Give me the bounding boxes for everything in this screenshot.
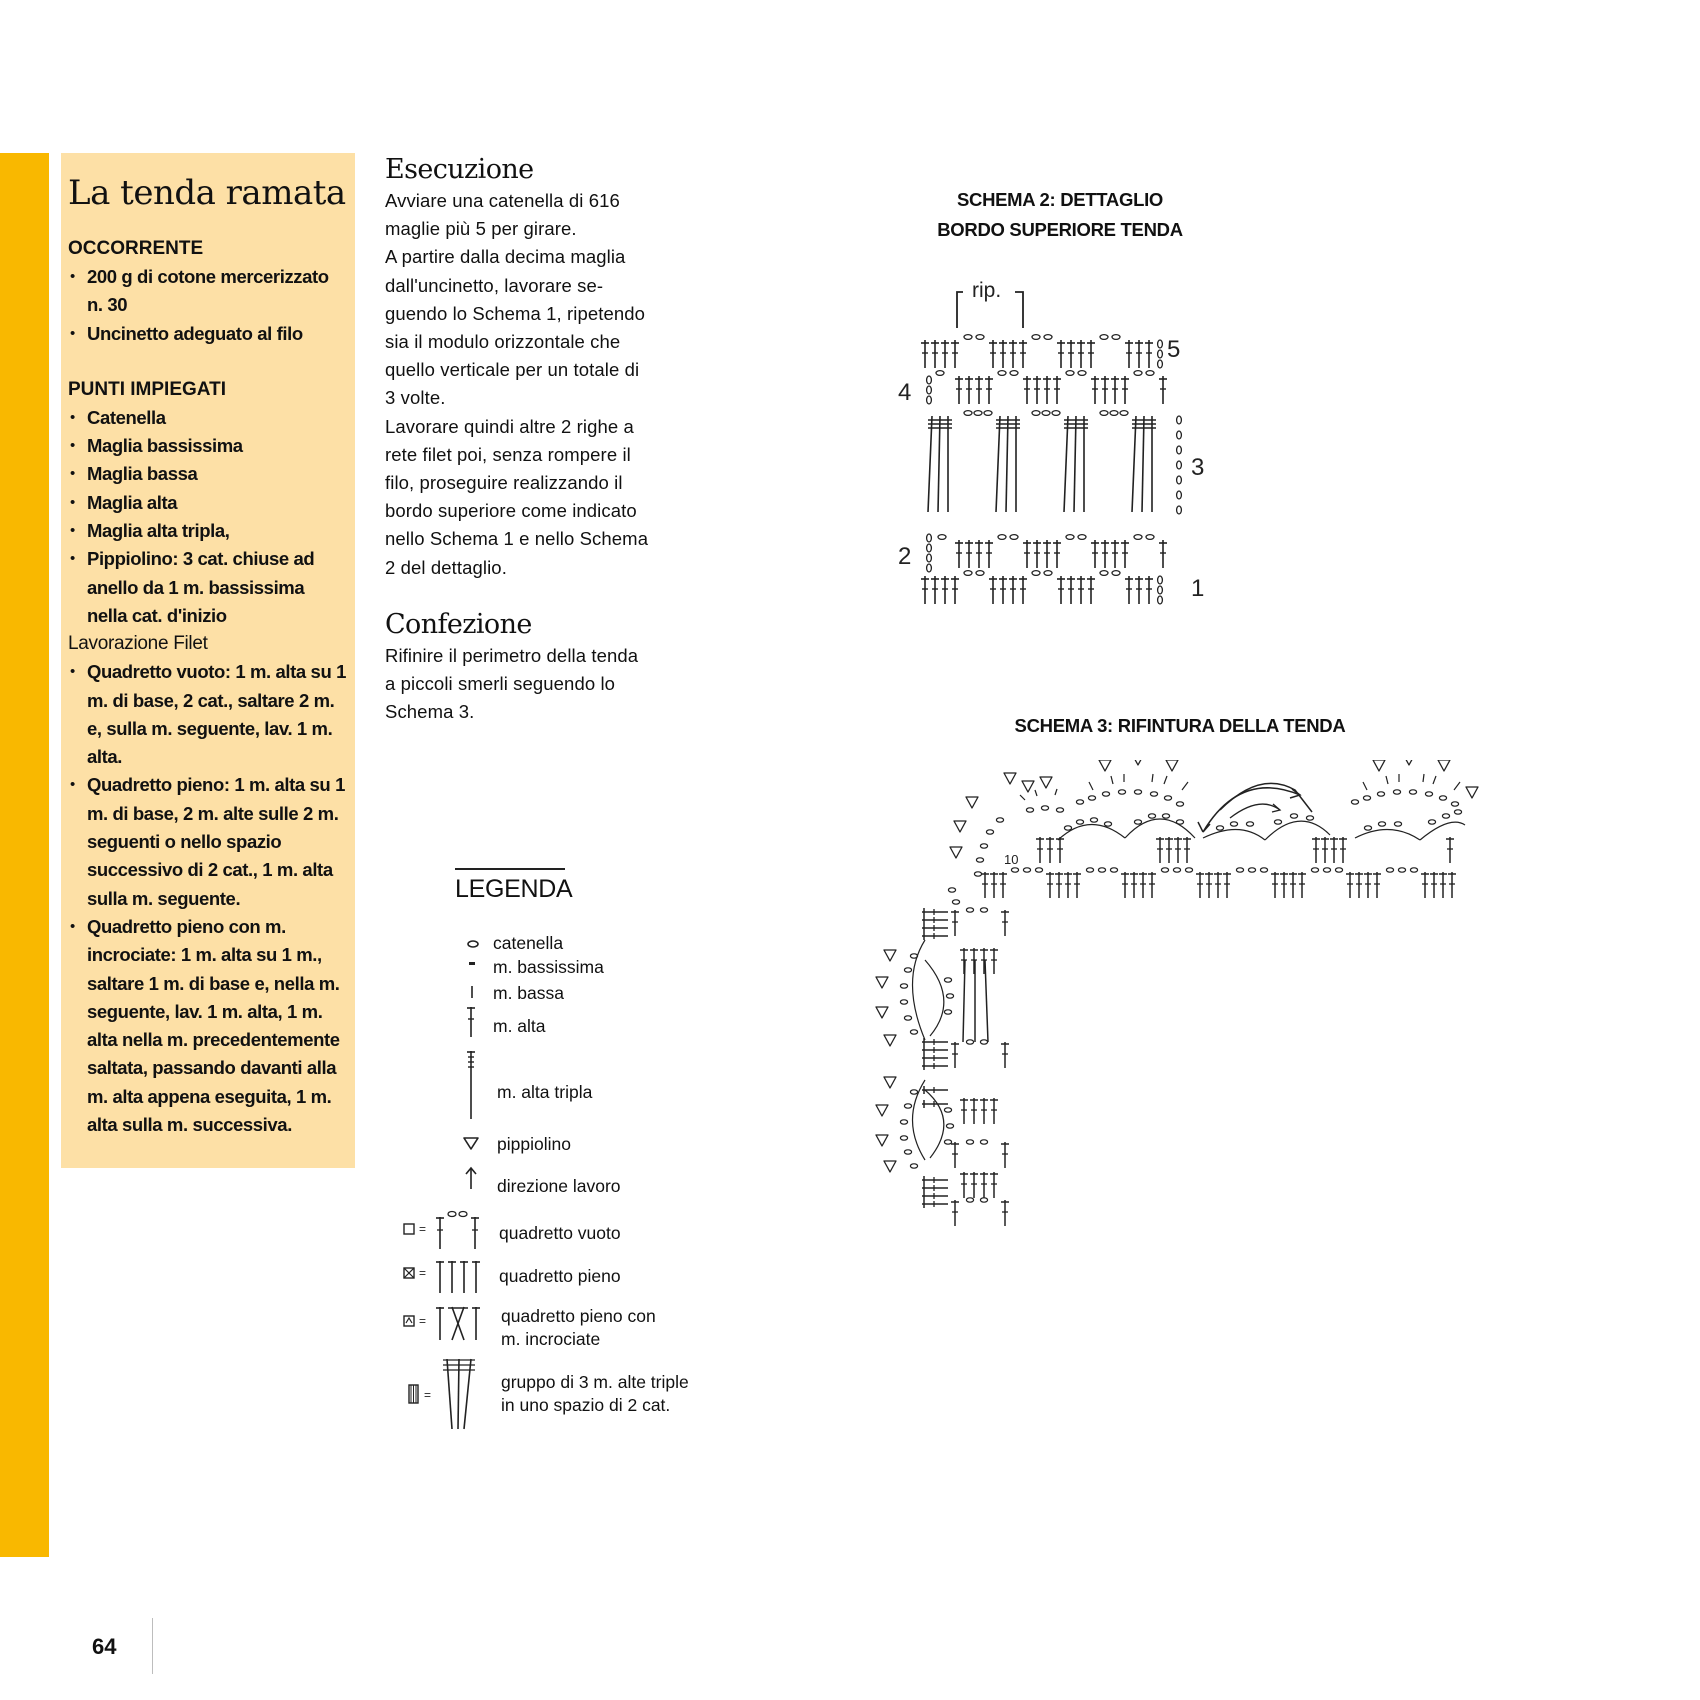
materials-heading: OCCORRENTE [68,238,204,259]
finishing-text: Rifinire il perimetro della tenda a piccoli smerli seguendo lo Schema 3. [385,644,639,723]
repeat-label: rip. [972,279,1002,302]
picot-symbol-icon [462,1135,480,1151]
chain-symbol-icon [466,939,480,949]
execution-text: Avviare una catenella di 616 maglie più 5 per girare. A partire dalla decima maglia dall'uncinetto, lavorare se- guendo lo Schema 1, ripetendo sia il modulo orizzontale che quello verticale per un totale di 3 volte. Lavorare quindi altre 2 righe a rete filet poi, senza rompere il filo, proseguire realizzando il bordo superiore come indicato nello Schema 1 e nello Schema 2 del dettaglio. [385,190,649,578]
list-item: • Quadretto vuoto: 1 m. alta su 1 m. di base, 2 cat., saltare 2 m. e, sulla m. seguente, lav. 1 m. alta. [68,658,349,771]
schema3-diagram [860,760,1480,1260]
legend-label: quadretto vuoto [499,1223,621,1243]
crossed-square-symbol-icon [402,1302,482,1342]
legend-title: LEGENDA [455,875,573,903]
legend-label: pippiolino [497,1134,571,1154]
accent-bar [0,153,49,1557]
row-number-2: 2 [898,543,912,570]
arrow-up-symbol-icon [464,1165,478,1191]
schema2-title [900,185,1220,245]
execution-heading: Esecuzione [385,154,534,185]
materials-list [68,263,349,348]
empty-square-symbol-icon [402,1209,482,1251]
legend-label: m. alta [493,1016,546,1036]
list-item: • Maglia alta tripla, [68,517,349,545]
footer-divider [152,1618,153,1674]
legend-rule [455,868,565,870]
triple-group-symbol-icon [402,1355,482,1431]
list-item: • Uncinetto adeguato al filo [68,320,349,348]
list-item: • Pippiolino: 3 cat. chiuse ad anello da 1 m. bassissima nella cat. d'inizio [68,545,349,630]
legend [400,865,730,1425]
list-item: • Maglia alta [68,489,349,517]
list-item: • Catenella [68,404,349,432]
legend-label: m. bassissima [493,957,604,977]
single-crochet-symbol-icon [468,984,476,1000]
page-number: 64 [92,1634,117,1659]
row-number-4: 4 [898,379,912,406]
svg-text:=: = [419,1266,427,1280]
triple-treble-symbol-icon [464,1049,478,1121]
schema2-diagram [880,270,1210,610]
materials-sidebar [61,153,355,1168]
filled-square-symbol-icon [402,1257,482,1295]
filet-heading: Lavorazione Filet [68,633,208,655]
legend-label: quadretto pieno con m. incrociate [501,1306,656,1349]
row-number-5: 5 [1167,336,1181,363]
list-item: • Quadretto pieno: 1 m. alta su 1 m. di base, 2 m. alte sulle 2 m. seguenti o nello spazio successivo di 2 cat., 1 m. alta sulla m. seguente. [68,771,349,912]
schema3-title: SCHEMA 3: RIFINTURA DELLA TENDA [1014,715,1346,736]
schema2-title-line2: BORDO SUPERIORE TENDA [937,219,1183,240]
slip-stitch-symbol-icon [468,961,478,967]
legend-label: direzione lavoro [497,1176,621,1196]
list-item: • Maglia bassa [68,460,349,488]
legend-label: m. bassa [493,983,564,1003]
legend-label: m. alta tripla [497,1082,593,1102]
legend-label: gruppo di 3 m. alte triple in uno spazio di 2 cat. [501,1372,689,1415]
filet-list [68,658,349,1139]
schema2-title-line1: SCHEMA 2: DETTAGLIO [956,189,1164,210]
finishing-heading: Confezione [385,608,532,640]
double-crochet-symbol-icon [464,1005,478,1039]
svg-text:=: = [419,1222,427,1236]
row-number-1: 1 [1191,575,1205,602]
stitches-heading: PUNTI IMPIEGATI [68,378,226,400]
svg-text:=: = [419,1314,427,1328]
list-item: • Quadretto pieno con m. incrociate: 1 m. alta su 1 m., saltare 1 m. di base e, nella m. seguente, lav. 1 m. alta, 1 m. alta nella m. precedentemente saltata, passando davanti alla m. alta appena eseguita, 1 m. alta sulla m. successiva. [68,913,349,1139]
instructions-column [385,153,685,726]
list-item: • 200 g di cotone mercerizzato n. 30 [68,263,349,320]
legend-label: quadretto pieno [499,1266,621,1286]
pattern-title: La tenda ramata [68,173,346,213]
stitches-list [68,404,349,630]
marker-label: 10 [1004,852,1019,867]
list-item: • Maglia bassissima [68,432,349,460]
legend-label: catenella [493,933,564,953]
svg-text:=: = [424,1388,432,1402]
row-number-3: 3 [1191,454,1205,481]
